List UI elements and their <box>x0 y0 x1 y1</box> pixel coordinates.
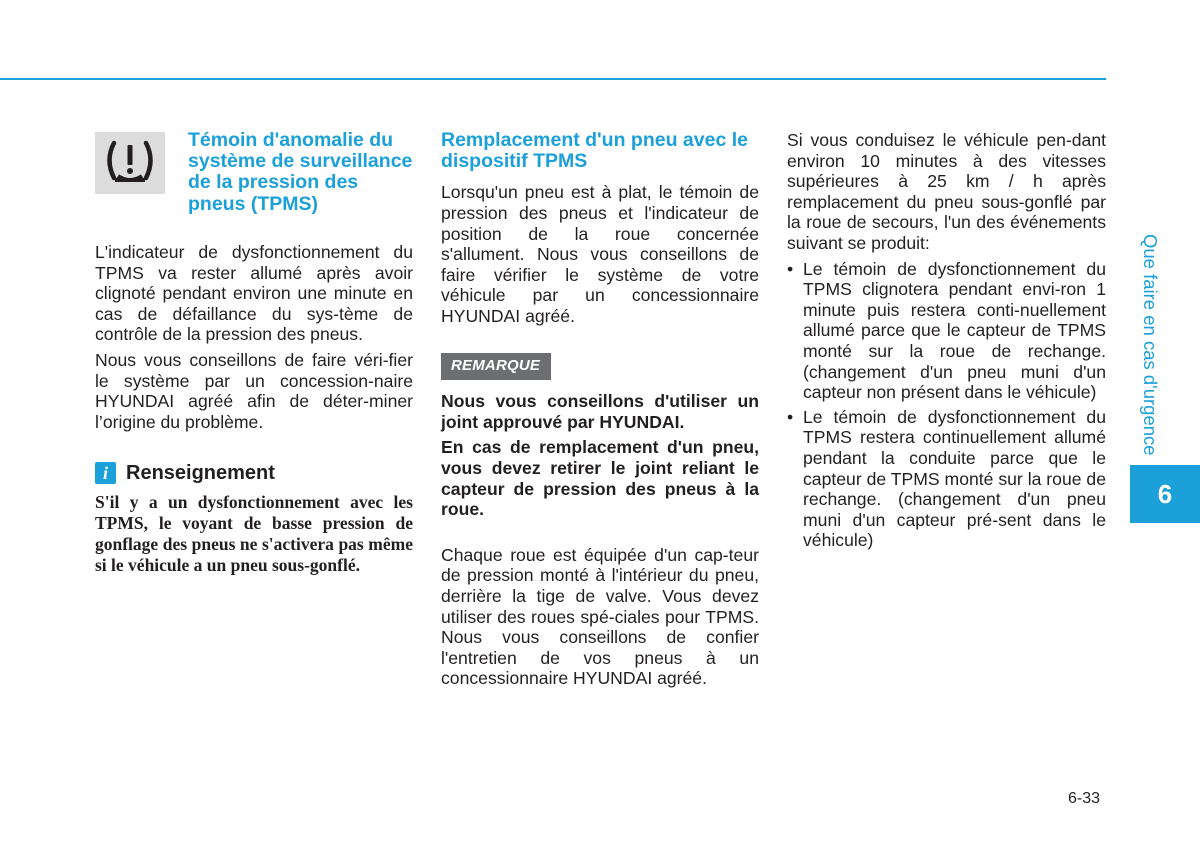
header-rule <box>0 78 1106 80</box>
info-title: Renseignement <box>126 462 275 485</box>
note-text: En cas de remplacement d'un pneu, vous devez retirer le joint reliant le capteur de pression des pneus à la roue. <box>441 437 759 520</box>
paragraph: L'indicateur de dysfonctionnement du TPMS va rester allumé après avoir clignoté pendant environ une minute en cas de défaillance du sys-tème de contrôle de la pression des pneus. <box>95 242 413 345</box>
note-text: Nous vous conseillons d'utiliser un joint approuvé par HYUNDAI. <box>441 391 759 432</box>
bullet-marker: • <box>787 258 794 279</box>
paragraph: Lorsqu'un pneu est à plat, le témoin de pression des pneus et l'indicateur de position de la roue concernée s'allument. Nous vous conseillons de faire vérifier le système de votre véhicule par un concessionnaire HYUNDAI agréé. <box>441 182 759 326</box>
remarque-label: REMARQUE <box>441 353 551 381</box>
column-middle <box>441 130 759 694</box>
info-text: S'il y a un dysfonctionnement avec les TPMS, le voyant de basse pression de gonflage des pneus ne s'activera pas même si le véhicule a un pneu sous-gonflé. <box>95 492 413 575</box>
list-item <box>787 407 1106 551</box>
paragraph: Nous vous conseillons de faire véri-fier le système par un concession-naire HYUNDAI agréé afin de déter-miner l’origine du problème. <box>95 349 413 432</box>
warning-title: Témoin d'anomalie du système de surveillance de la pression des pneus (TPMS) <box>188 129 413 215</box>
bullet-marker: • <box>787 406 794 427</box>
list-item <box>787 259 1106 403</box>
paragraph: Si vous conduisez le véhicule pen-dant environ 10 minutes à des vitesses supérieures à 25 km / h après remplacement du pneu sous-gonflé par la roue de secours, l'un des événements suivant se produit: <box>787 130 1106 253</box>
bullet-list <box>787 259 1106 551</box>
chapter-number: 6 <box>1157 478 1173 509</box>
chapter-title: Que faire en cas d'urgence <box>1140 234 1161 456</box>
warning-section <box>95 130 413 242</box>
list-item-text: Le témoin de dysfonctionnement du TPMS clignotera pendant envi-ron 1 minute puis restera conti-nuellement allumé parce que le capteur de TPMS monté sur la roue de rechange. (changement d'un pneu muni d'un capteur non présent dans le véhicule) <box>803 258 1106 403</box>
page-number: 6-33 <box>1068 790 1101 807</box>
paragraph: Chaque roue est équipée d'un cap-teur de pression monté à l'intérieur du pneu, derrière la tige de valve. Vous devez utiliser des roues spé-ciales pour TPMS. Nous vous conseillons de confier l'entretien de vos pneus à un concessionnaire HYUNDAI agréé. <box>441 544 759 689</box>
tpms-warning-icon <box>95 132 165 194</box>
list-item-text: Le témoin de dysfonctionnement du TPMS restera continuellement allumé pendant la conduite parce que le capteur de TPMS monté sur la roue de rechange. (changement d'un pneu muni d'un capteur pré-sent dans le véhicule) <box>803 406 1106 551</box>
info-icon: i <box>95 462 116 484</box>
info-header <box>95 462 413 484</box>
chapter-title-tab <box>1130 225 1170 465</box>
chapter-number-box <box>1130 465 1200 523</box>
column-right <box>787 130 1106 555</box>
column-left <box>95 130 413 576</box>
section-title: Remplacement d'un pneu avec le dispositif TPMS <box>441 129 748 173</box>
